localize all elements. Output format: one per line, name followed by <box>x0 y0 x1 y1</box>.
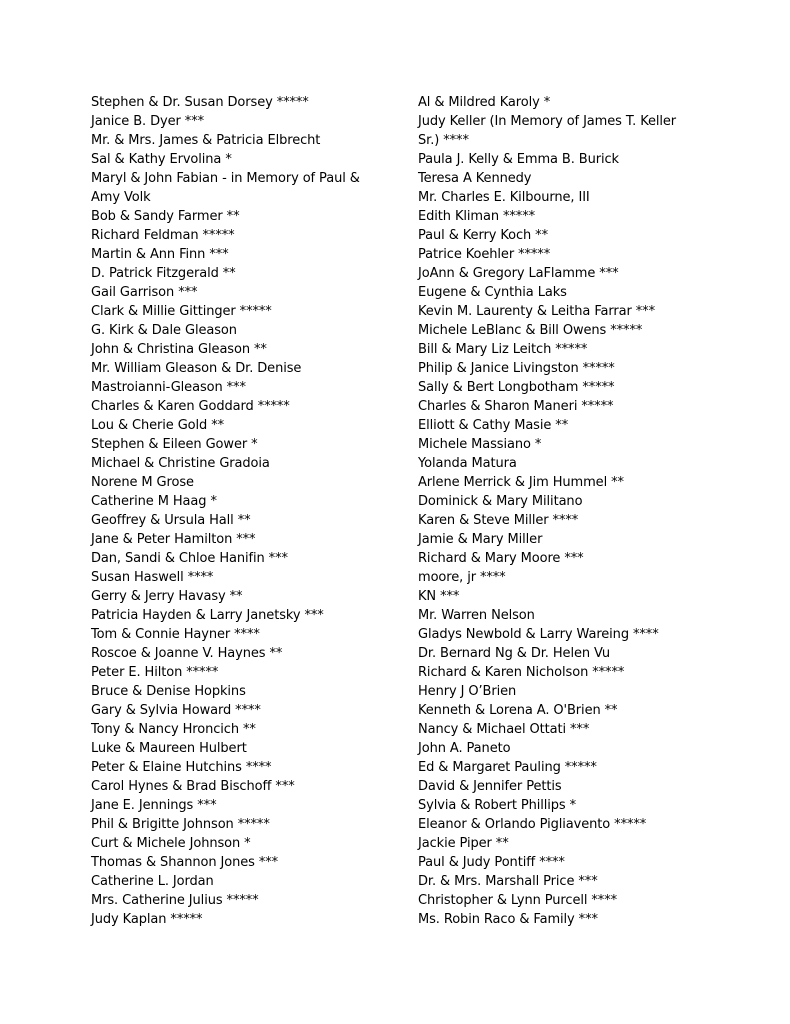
donor-list-line: Arlene Merrick & Jim Hummel ** <box>418 475 624 490</box>
donor-list-line: Kenneth & Lorena A. O'Brien ** <box>418 703 618 718</box>
donor-list-line: Bill & Mary Liz Leitch ***** <box>418 342 588 357</box>
donor-list-right-column <box>418 93 718 929</box>
donor-list-line: JoAnn & Gregory LaFlamme *** <box>418 266 619 281</box>
donor-list-line: Phil & Brigitte Johnson ***** <box>91 817 270 832</box>
donor-list-line: Tony & Nancy Hroncich ** <box>91 722 256 737</box>
donor-list-line: Clark & Millie Gittinger ***** <box>91 304 272 319</box>
donor-list-line: Michele LeBlanc & Bill Owens ***** <box>418 323 643 338</box>
donor-list-line: Susan Haswell **** <box>91 570 214 585</box>
donor-list-line: Patricia Hayden & Larry Janetsky *** <box>91 608 324 623</box>
donor-list-line: Gerry & Jerry Havasy ** <box>91 589 243 604</box>
donor-list-line: Curt & Michele Johnson * <box>91 836 251 851</box>
donor-list-line: Karen & Steve Miller **** <box>418 513 579 528</box>
donor-list-line: moore, jr **** <box>418 570 506 585</box>
donor-list-line: Tom & Connie Hayner **** <box>91 627 260 642</box>
donor-list-line: Bob & Sandy Farmer ** <box>91 209 240 224</box>
donor-list-line: Dr. & Mrs. Marshall Price *** <box>418 874 598 889</box>
donor-list-line: Philip & Janice Livingston ***** <box>418 361 615 376</box>
donor-list-line: Paul & Kerry Koch ** <box>418 228 548 243</box>
donor-list-line: Charles & Karen Goddard ***** <box>91 399 290 414</box>
donor-list-line: Ed & Margaret Pauling ***** <box>418 760 597 775</box>
donor-list-line: G. Kirk & Dale Gleason <box>91 323 237 338</box>
donor-list-line: Carol Hynes & Brad Bischoff *** <box>91 779 295 794</box>
donor-list-line: Jackie Piper ** <box>418 836 509 851</box>
donor-list-line: Sylvia & Robert Phillips * <box>418 798 577 813</box>
donor-list-line: Gladys Newbold & Larry Wareing **** <box>418 627 659 642</box>
donor-list-line: Sally & Bert Longbotham ***** <box>418 380 615 395</box>
donor-list-line: David & Jennifer Pettis <box>418 779 562 794</box>
donor-list-line: Eugene & Cynthia Laks <box>418 285 567 300</box>
donor-list-line: Sal & Kathy Ervolina * <box>91 152 232 167</box>
donor-list-line: Bruce & Denise Hopkins <box>91 684 246 699</box>
donor-list-line: Gail Garrison *** <box>91 285 198 300</box>
donor-list-line: Christopher & Lynn Purcell **** <box>418 893 617 908</box>
donor-list-line: Henry J O’Brien <box>418 684 517 699</box>
donor-list-line: Mr. & Mrs. James & Patricia Elbrecht <box>91 133 321 148</box>
donor-list-line: Edith Kliman ***** <box>418 209 535 224</box>
donor-list-line: Mr. William Gleason & Dr. Denise <box>91 361 302 376</box>
donor-list-line: Richard & Mary Moore *** <box>418 551 584 566</box>
donor-list-line: Luke & Maureen Hulbert <box>91 741 247 756</box>
donor-list-line: Yolanda Matura <box>418 456 517 471</box>
donor-list-line: Teresa A Kennedy <box>418 171 532 186</box>
donor-list-line: Stephen & Eileen Gower * <box>91 437 258 452</box>
donor-list-line: Dominick & Mary Militano <box>418 494 583 509</box>
donor-list-line: Richard Feldman ***** <box>91 228 235 243</box>
donor-list-line: Maryl & John Fabian - in Memory of Paul & <box>91 171 360 186</box>
donor-list-line: Paula J. Kelly & Emma B. Burick <box>418 152 619 167</box>
donor-list-line: Mrs. Catherine Julius ***** <box>91 893 259 908</box>
donor-list-line: Sr.) **** <box>418 133 469 148</box>
donor-list-line: Paul & Judy Pontiff **** <box>418 855 565 870</box>
donor-list-line: Dan, Sandi & Chloe Hanifin *** <box>91 551 288 566</box>
donor-list-line: Janice B. Dyer *** <box>91 114 204 129</box>
donor-list-line: Ms. Robin Raco & Family *** <box>418 912 598 927</box>
donor-list-line: Michael & Christine Gradoia <box>91 456 270 471</box>
donor-list-line: Martin & Ann Finn *** <box>91 247 229 262</box>
donor-list-line: Geoffrey & Ursula Hall ** <box>91 513 251 528</box>
donor-list-line: D. Patrick Fitzgerald ** <box>91 266 236 281</box>
donor-list-line: Jamie & Mary Miller <box>418 532 543 547</box>
donor-list-line: Norene M Grose <box>91 475 194 490</box>
donor-list-line: Judy Keller (In Memory of James T. Keller <box>418 114 677 129</box>
donor-list-line: Patrice Koehler ***** <box>418 247 551 262</box>
donor-list-line: Michele Massiano * <box>418 437 542 452</box>
donor-list-line: Mastroianni-Gleason *** <box>91 380 246 395</box>
donor-list-line: Elliott & Cathy Masie ** <box>418 418 569 433</box>
donor-list-line: Peter E. Hilton ***** <box>91 665 219 680</box>
donor-list-line: Mr. Warren Nelson <box>418 608 535 623</box>
donor-list-line: Peter & Elaine Hutchins **** <box>91 760 272 775</box>
donor-list-line: Dr. Bernard Ng & Dr. Helen Vu <box>418 646 611 661</box>
donor-list-line: Jane & Peter Hamilton *** <box>91 532 256 547</box>
donor-list-line: Stephen & Dr. Susan Dorsey ***** <box>91 95 309 110</box>
donor-list-line: Thomas & Shannon Jones *** <box>91 855 279 870</box>
donor-list-line: Roscoe & Joanne V. Haynes ** <box>91 646 283 661</box>
donor-list-line: Mr. Charles E. Kilbourne, III <box>418 190 590 205</box>
donor-list-line: Richard & Karen Nicholson ***** <box>418 665 625 680</box>
donor-list-line: Kevin M. Laurenty & Leitha Farrar *** <box>418 304 655 319</box>
donor-list-line: Lou & Cherie Gold ** <box>91 418 225 433</box>
donor-list-line: KN *** <box>418 589 460 604</box>
donor-list-line: Gary & Sylvia Howard **** <box>91 703 261 718</box>
donor-list-line: Catherine M Haag * <box>91 494 217 509</box>
donor-list-line: John A. Paneto <box>418 741 511 756</box>
donor-list-line: Nancy & Michael Ottati *** <box>418 722 590 737</box>
donor-list-line: Catherine L. Jordan <box>91 874 214 889</box>
donor-list-line: Al & Mildred Karoly * <box>418 95 551 110</box>
donor-list-line: Eleanor & Orlando Pigliavento ***** <box>418 817 647 832</box>
donor-list-line: Charles & Sharon Maneri ***** <box>418 399 614 414</box>
donor-list-line: Judy Kaplan ***** <box>91 912 203 927</box>
donor-list-line: John & Christina Gleason ** <box>91 342 267 357</box>
donor-list-line: Amy Volk <box>91 190 151 205</box>
donor-list-line: Jane E. Jennings *** <box>91 798 217 813</box>
donor-list-left-column <box>91 93 391 929</box>
